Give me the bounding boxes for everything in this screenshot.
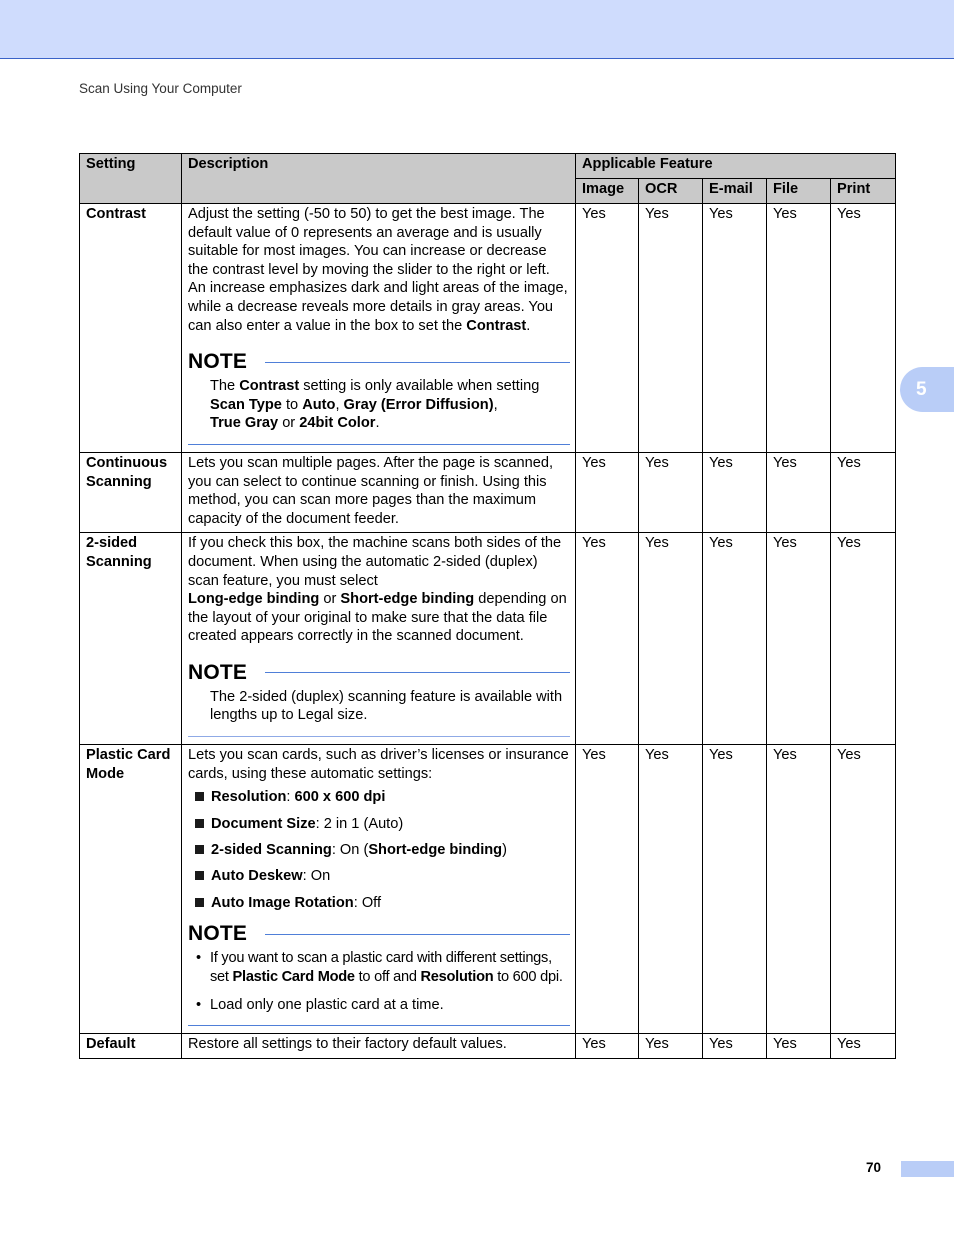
setting-description (182, 745, 576, 1034)
list-item: 2-sided Scanning: On (Short-edge binding) (188, 841, 570, 860)
table-row-contrast (80, 204, 896, 453)
col-header-file: File (767, 179, 831, 204)
feature-file: Yes (767, 1034, 831, 1059)
note-text: The 2-sided (duplex) scanning feature is available with lengths up to Legal size. (210, 688, 563, 724)
note-divider (265, 362, 570, 363)
running-header-title: Scan Using Your Computer (79, 81, 242, 96)
note-end-rule (188, 444, 570, 445)
col-header-setting: Setting (80, 154, 182, 204)
list-item: Resolution: 600 x 600 dpi (188, 788, 570, 807)
col-header-description: Description (182, 154, 576, 204)
feature-print: Yes (831, 533, 896, 745)
setting-description (182, 452, 576, 532)
feature-email: Yes (703, 452, 767, 532)
feature-email: Yes (703, 533, 767, 745)
note-label: NOTE (188, 660, 248, 684)
description-text: Lets you scan multiple pages. After the page is scanned, you can select to continue scanning or finish. Using this method, you can scan more pages than the maximum capacity of the document feeder. (188, 454, 554, 527)
feature-image: Yes (576, 1034, 639, 1059)
note-end-rule (188, 736, 570, 737)
note-divider (265, 934, 570, 935)
feature-image: Yes (576, 533, 639, 745)
note-block (188, 349, 570, 445)
chapter-tab[interactable]: 5 (900, 367, 954, 412)
feature-print: Yes (831, 745, 896, 1034)
col-header-image: Image (576, 179, 639, 204)
feature-ocr: Yes (639, 533, 703, 745)
setting-name: Default (80, 1034, 182, 1059)
col-header-ocr: OCR (639, 179, 703, 204)
note-label: NOTE (188, 922, 248, 946)
feature-print: Yes (831, 204, 896, 453)
feature-file: Yes (767, 745, 831, 1034)
note-block (188, 660, 570, 737)
feature-print: Yes (831, 1034, 896, 1059)
col-header-applicable-feature: Applicable Feature (576, 154, 896, 179)
bullet-dot-icon: • (196, 950, 202, 967)
list-item: Document Size: 2 in 1 (Auto) (188, 815, 570, 834)
note-end-rule (188, 1025, 570, 1026)
feature-file: Yes (767, 204, 831, 453)
square-bullet-icon (195, 845, 204, 854)
note-list-item: • Load only one plastic card at a time. (188, 996, 570, 1015)
setting-name: 2-sided Scanning (80, 533, 182, 745)
setting-name: Plastic Card Mode (80, 745, 182, 1034)
note-text: The Contrast setting is only available when setting Scan Type to Auto, Gray (Error Diffusion), True Gray or 24bit Color. (210, 378, 540, 432)
table-row-2-sided-scanning (80, 533, 896, 745)
description-text: If you check this box, the machine scans both sides of the document. When using the automatic 2-sided (duplex) scan feature, you must select Long-edge binding or Short-edge binding depending on the layout of your original to make sure that the data file created appears correctly in the scanned document. (188, 535, 567, 645)
description-text: Adjust the setting (-50 to 50) to get the best image. The default value of 0 represents an average and is usually suitable for most images. You can increase or decrease the contrast level by moving the slider to the right or left. An increase emphasizes dark and light areas of the image, while a decrease reveals more details in gray areas. You can also enter a value in the box to set the Contrast. (188, 206, 568, 334)
settings-list (188, 788, 570, 912)
setting-description (182, 204, 576, 453)
table-row-default (80, 1034, 896, 1059)
note-list (188, 949, 570, 1014)
col-header-print: Print (831, 179, 896, 204)
list-item: Auto Deskew: On (188, 867, 570, 886)
table-row-continuous-scanning (80, 452, 896, 532)
square-bullet-icon (195, 871, 204, 880)
page-number: 70 (866, 1160, 882, 1175)
feature-ocr: Yes (639, 745, 703, 1034)
description-text: Restore all settings to their factory default values. (188, 1036, 507, 1053)
feature-email: Yes (703, 1034, 767, 1059)
feature-file: Yes (767, 452, 831, 532)
setting-name: Contrast (80, 204, 182, 453)
feature-email: Yes (703, 204, 767, 453)
page-number-bar (901, 1161, 954, 1177)
note-list-item: • If you want to scan a plastic card with different settings, set Plastic Card Mode to off and Resolution to 600 dpi. (188, 949, 570, 986)
feature-file: Yes (767, 533, 831, 745)
feature-image: Yes (576, 452, 639, 532)
bullet-dot-icon: • (196, 996, 202, 1013)
settings-table (79, 153, 896, 1059)
square-bullet-icon (195, 819, 204, 828)
feature-print: Yes (831, 452, 896, 532)
feature-ocr: Yes (639, 1034, 703, 1059)
note-block (188, 921, 570, 1026)
list-item: Auto Image Rotation: Off (188, 894, 570, 913)
col-header-email: E-mail (703, 179, 767, 204)
square-bullet-icon (195, 792, 204, 801)
setting-description (182, 1034, 576, 1059)
feature-ocr: Yes (639, 452, 703, 532)
note-divider (265, 672, 570, 673)
feature-ocr: Yes (639, 204, 703, 453)
square-bullet-icon (195, 898, 204, 907)
top-header-band (0, 0, 954, 59)
table-row-plastic-card-mode (80, 745, 896, 1034)
feature-image: Yes (576, 204, 639, 453)
setting-name: Continuous Scanning (80, 452, 182, 532)
note-label: NOTE (188, 349, 248, 373)
setting-description (182, 533, 576, 745)
description-text: Lets you scan cards, such as driver’s licenses or insurance cards, using these automatic settings: (188, 747, 569, 782)
feature-email: Yes (703, 745, 767, 1034)
feature-image: Yes (576, 745, 639, 1034)
